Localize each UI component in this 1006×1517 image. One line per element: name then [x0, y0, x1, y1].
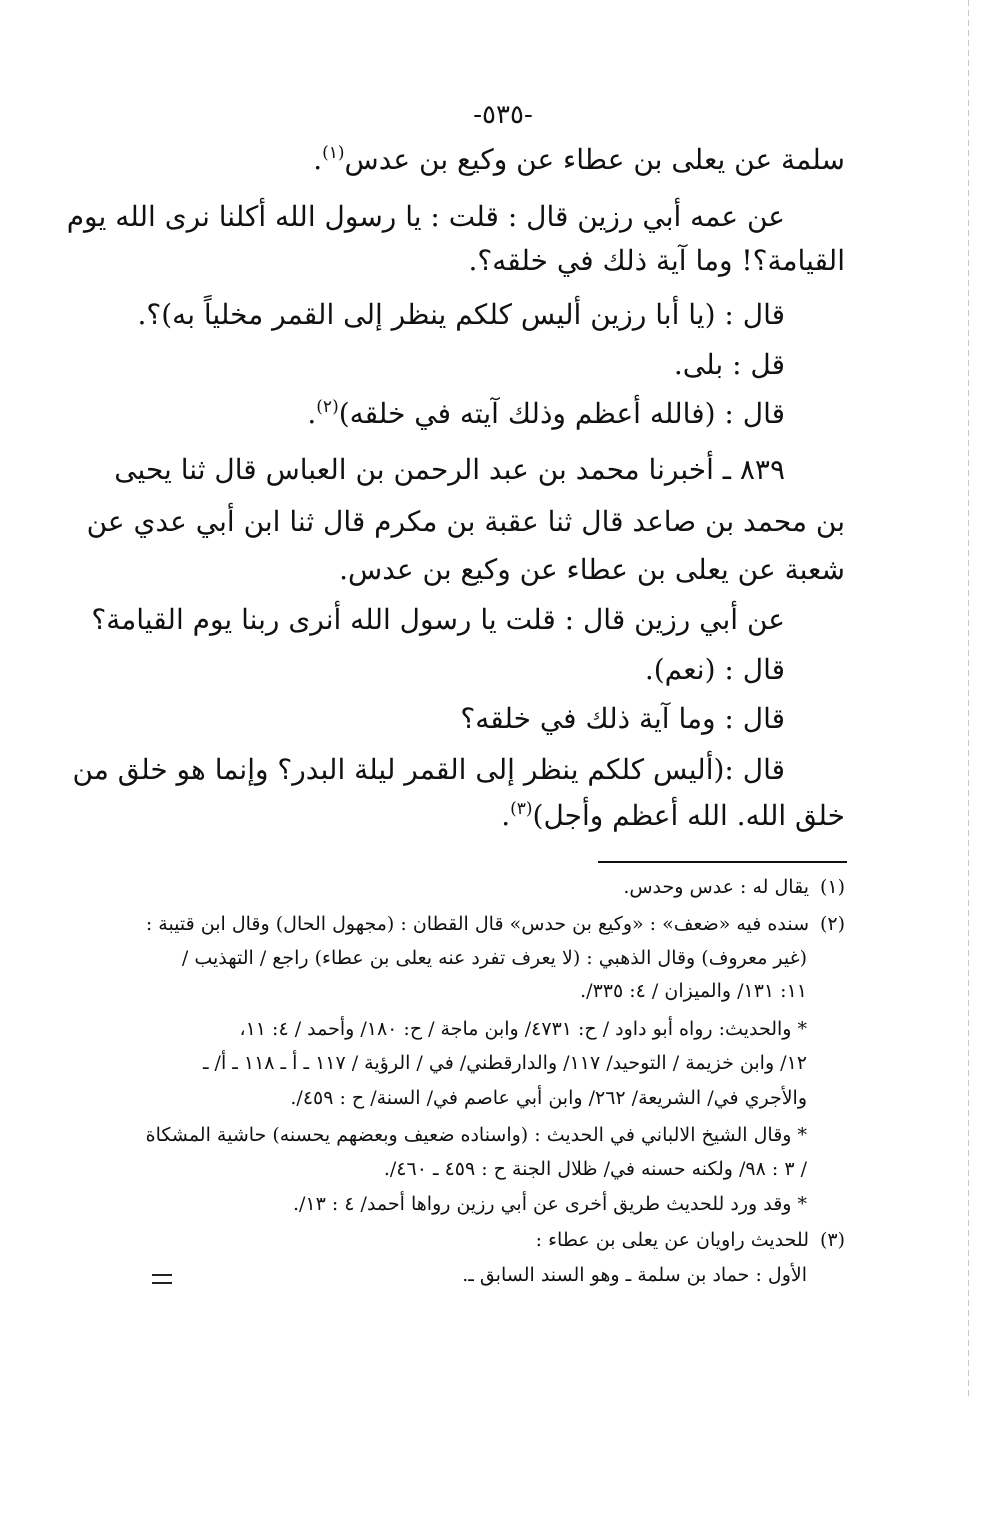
footnote-ref-2: (٢) — [316, 397, 339, 417]
body-line-10: عن أبي رزين قال : قلت يا رسول الله أنرى ربنا يوم القيامة؟ — [91, 603, 785, 636]
footnote-number: (١) — [819, 876, 845, 898]
body-line-14 — [170, 796, 845, 836]
footnote-2 — [145, 910, 845, 938]
body-text: سلمة عن يعلى بن عطاء عن وكيع بن عدس — [344, 143, 845, 176]
footnote-2-line-4: * والحديث: رواه أبو داود / ح: ٤٧٣١/ وابن ماجة / ح: ١٨٠/ وأحمد / ٤: ١١، — [239, 1018, 807, 1040]
body-line-8: بن محمد بن صاعد قال ثنا عقبة بن مكرم قال ثنا ابن أبي عدي عن — [86, 505, 845, 538]
body-line-11: قال : (نعم). — [644, 653, 785, 686]
page-number: -٥٣٥- — [473, 100, 533, 130]
footnote-2-line-2: (غير معروف) وقال الذهبي : (لا يعرف تفرد عنه يعلى بن عطاء) راجع / التهذيب / — [181, 947, 807, 969]
body-line-2: عن عمه أبي رزين قال : قلت : يا رسول الله أكلنا نرى الله يوم — [66, 200, 785, 233]
footnote-2-line-5: ١٢/ وابن خزيمة / التوحيد/ ١١٧/ والدارقطني/ في / الرؤية / ١١٧ ـ أ ـ ١١٨ ـ أ/ ـ — [202, 1052, 807, 1074]
body-line-3: القيامة؟! وما آية ذلك في خلقه؟. — [468, 244, 845, 277]
footnote-2-line-6: والأجري في/ الشريعة/ ٢٦٢/ وابن أبي عاصم في/ السنة/ ح : ٤٥٩/. — [290, 1087, 807, 1109]
punctuation: . — [313, 143, 323, 176]
footnote-text: يقال له : عدس وحدس. — [623, 876, 809, 898]
footnote-2-line-3: ١١: ١٣١/ والميزان / ٤: ٣٣٥/. — [580, 980, 807, 1002]
body-line-12: قال : وما آية ذلك في خلقه؟ — [460, 702, 785, 735]
footnote-ref-1: (١) — [322, 143, 345, 163]
footnote-text: سنده فيه «ضعف» : «وكيع بن حدس» قال القطان : (مجهول الحال) وقال ابن قتيبة : — [145, 913, 809, 935]
body-line-5: قل : بلى. — [673, 348, 785, 381]
punctuation: . — [307, 397, 317, 430]
footnote-number: (٢) — [819, 913, 845, 935]
footnote-3-line-2: الأول : حماد بن سلمة ـ وهو السند السابق ـ. — [462, 1264, 807, 1286]
footnote-number: (٣) — [819, 1229, 845, 1251]
footnote-2-line-8: / ٣ : ٩٨/ ولكنه حسنه في/ ظلال الجنة ح : ٤٥٩ ـ ٤٦٠/. — [383, 1158, 807, 1180]
body-text: قال : (فالله أعظم وذلك آيته في خلقه) — [338, 397, 785, 430]
body-line-6 — [170, 394, 845, 434]
footnote-text: للحديث راويان عن يعلى بن عطاء : — [535, 1229, 809, 1251]
body-text: خلق الله. الله أعظم وأجل) — [532, 799, 845, 832]
body-line-13: قال :(أليس كلكم ينظر إلى القمر ليلة البدر؟ وإنما هو خلق من — [72, 753, 785, 786]
page-edge-line — [968, 0, 969, 1400]
footnote-1 — [176, 873, 845, 901]
footnote-separator — [598, 861, 847, 863]
footnote-2-line-9: * وقد ورد للحديث طريق أخرى عن أبي رزين رواها أحمد/ ٤ : ١٣/. — [292, 1193, 807, 1215]
body-line-1 — [170, 140, 845, 180]
footnote-2-line-7: * وقال الشيخ الالباني في الحديث : (واسناده ضعيف وبعضهم يحسنه) حاشية المشكاة — [145, 1124, 807, 1146]
punctuation: . — [501, 799, 511, 832]
body-line-4: قال : (يا أبا رزين أليس كلكم ينظر إلى القمر مخلياً به)؟. — [137, 298, 785, 331]
continuation-mark — [152, 1274, 172, 1284]
footnote-3 — [176, 1226, 845, 1254]
body-line-9: شعبة عن يعلى بن عطاء عن وكيع بن عدس. — [339, 553, 845, 586]
body-line-7: ٨٣٩ ـ أخبرنا محمد بن عبد الرحمن بن العباس قال ثنا يحيى — [114, 453, 785, 486]
footnote-ref-3: (٣) — [510, 799, 533, 819]
